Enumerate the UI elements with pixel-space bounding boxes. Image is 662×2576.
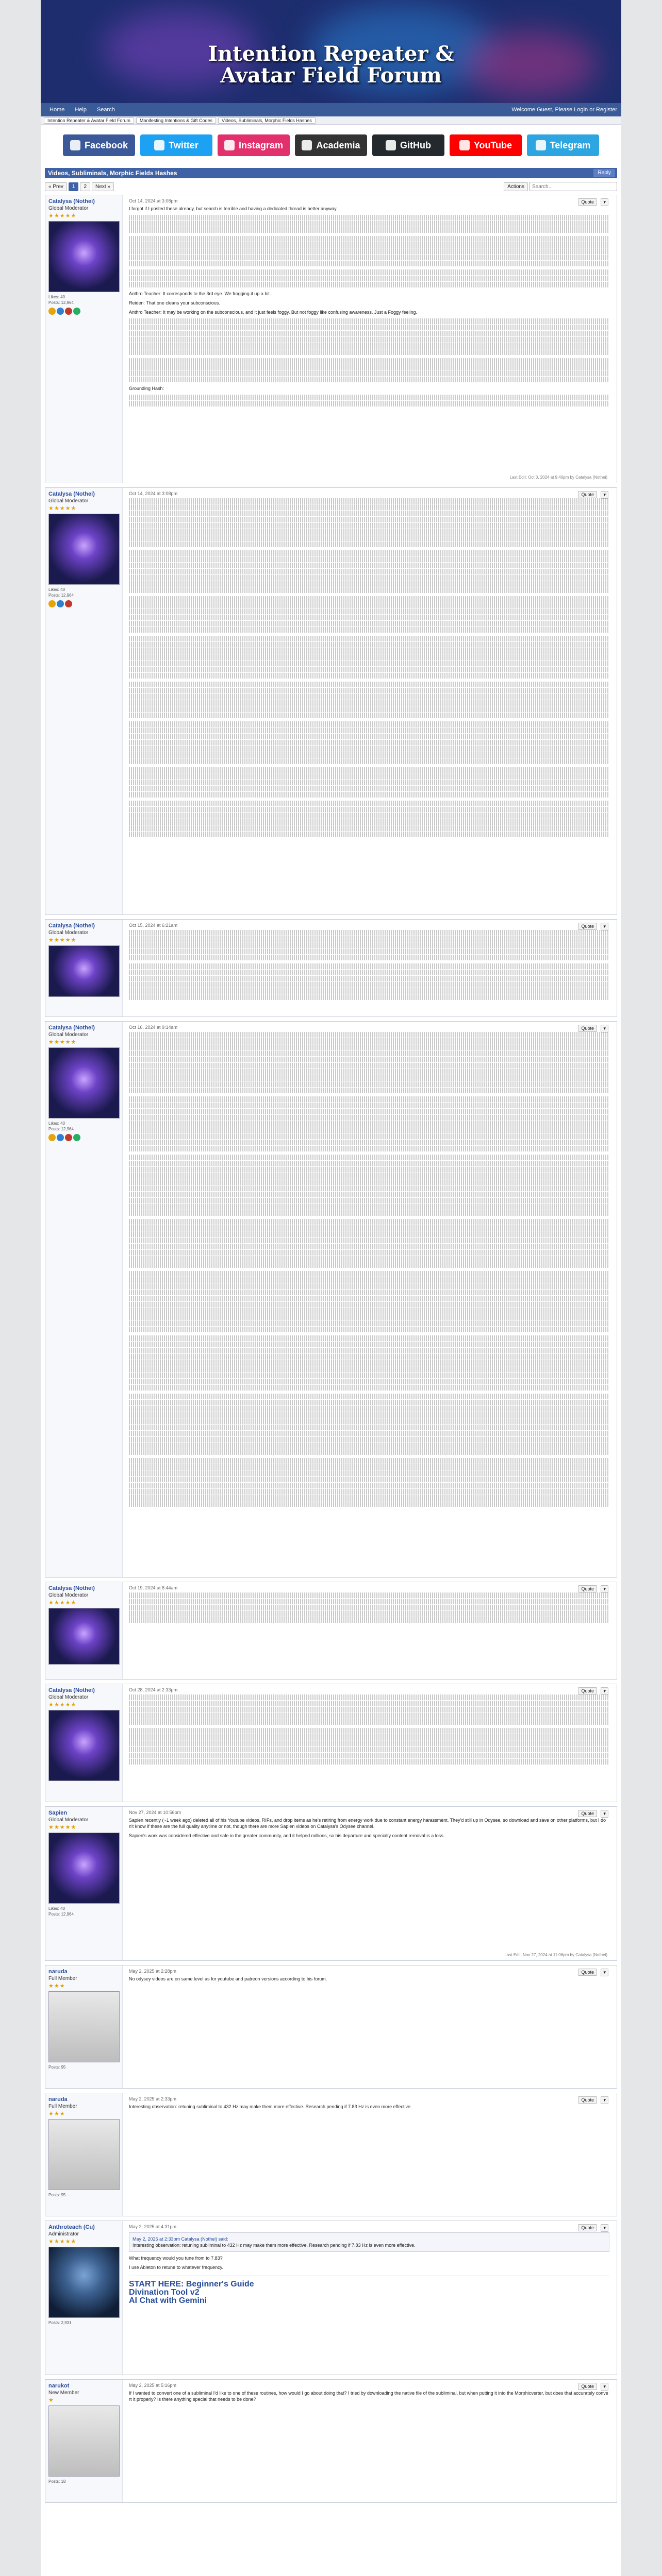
post-menu-icon[interactable]: ▾ — [601, 923, 608, 930]
post-author-panel — [45, 1582, 123, 1679]
rank-stars: ★★★★★ — [48, 1039, 77, 1045]
quote-button[interactable]: Quote — [578, 1687, 597, 1694]
rank-stars: ★★★★★ — [48, 937, 77, 943]
post-date: Oct 16, 2024 at 9:14am — [129, 1025, 178, 1030]
breadcrumb-board[interactable]: Manifesting Intentions & Gift Codes — [136, 117, 216, 124]
academia-button[interactable]: Academia — [295, 134, 367, 156]
edited-note: Last Edit: Nov 27, 2024 at 11:06pm by Catalysa (Nothei) — [504, 1953, 607, 1957]
avatar[interactable] — [48, 1991, 120, 2062]
post-menu-icon[interactable]: ▾ — [601, 1810, 608, 1818]
post-date: May 2, 2025 at 2:33pm — [129, 2096, 177, 2102]
avatar[interactable] — [48, 1710, 120, 1781]
banner-title: Intention Repeater & Avatar Field Forum — [208, 42, 454, 88]
author-role: Global Moderator — [48, 930, 89, 936]
rank-stars: ★★★★★ — [48, 2239, 77, 2245]
author-stats: Likes: 40 Posts: 12,964 — [48, 295, 74, 305]
nav-search[interactable]: Search — [96, 107, 115, 113]
post-text — [129, 1032, 609, 1507]
quote-button[interactable]: Quote — [578, 1810, 597, 1817]
badges — [48, 308, 119, 315]
quote-header[interactable]: May 2, 2025 at 2:33pm Catalysa (Nothei) said: — [133, 2236, 228, 2242]
pagination — [45, 180, 617, 193]
post-body — [127, 195, 611, 483]
post-date: May 2, 2025 at 5:16pm — [129, 2383, 177, 2388]
top-nav — [41, 103, 621, 116]
author-name[interactable]: Catalysa (Nothei) — [48, 1687, 95, 1693]
next-page-button[interactable]: Next » — [92, 182, 114, 191]
post — [45, 487, 617, 915]
author-name[interactable]: naruda — [48, 2096, 68, 2103]
post-body — [127, 920, 611, 1016]
quote-button[interactable]: Quote — [578, 2383, 597, 2390]
post-menu-icon[interactable]: ▾ — [601, 198, 608, 206]
quote-block — [129, 2232, 609, 2252]
quote-button[interactable]: Quote — [578, 491, 597, 498]
avatar[interactable] — [48, 2247, 120, 2318]
post — [45, 2221, 617, 2375]
post-author-panel — [45, 195, 123, 483]
facebook-icon — [70, 140, 80, 150]
post-body — [127, 1807, 611, 1960]
post-text: No odysey videos are on same level as for youtube and patreon versions according to his forum. — [129, 1976, 327, 1981]
post-body — [127, 1684, 611, 1802]
breadcrumb-thread[interactable]: Videos, Subliminals, Morphic Fields Hashes — [218, 117, 316, 124]
quote-button[interactable]: Quote — [578, 2224, 597, 2231]
post-date: May 2, 2025 at 2:28pm — [129, 1969, 177, 1974]
page — [41, 0, 621, 2576]
author-name[interactable]: Catalysa (Nothei) — [48, 923, 95, 929]
author-role: Global Moderator — [48, 1694, 89, 1700]
author-stats: Posts: 2,931 — [48, 2320, 72, 2325]
quote-button[interactable]: Quote — [578, 2096, 597, 2104]
nav-help[interactable]: Help — [75, 107, 87, 113]
post-text: Interesting observation: retuning subliminal to 432 Hz may make them more effective. Research pending if 7.83 Hz is even more effective. — [129, 2104, 412, 2109]
academia-icon — [302, 140, 312, 150]
twitter-button[interactable]: Twitter — [140, 134, 212, 156]
rank-stars: ★★★★★ — [48, 1702, 77, 1708]
author-stats: Likes: 40 Posts: 12,964 — [48, 1121, 74, 1131]
breadcrumb-forum[interactable]: Intention Repeater & Avatar Field Forum — [44, 117, 134, 124]
post-date: May 2, 2025 at 4:31pm — [129, 2224, 177, 2229]
author-role: Full Member — [48, 1976, 77, 1981]
author-stats: Likes: 40 Posts: 12,964 — [48, 1906, 74, 1917]
post-date: Oct 15, 2024 at 6:21am — [129, 923, 178, 928]
post-text: I forgot if I posted these already, but search is terrible and having a dedicated thread is better anyway. Anthro Teacher: It corresponds to the 3rd eye. We frogging it up a bit. Reiden: That one cleans your subconscious. Anthro Teacher: It may be working on the subconscious, and it just feels foggy. But not foggy like confusing awareness. Just a Foggy feeling. Grounding Hash: — [129, 206, 609, 406]
post-author-panel — [45, 488, 123, 914]
avatar[interactable] — [48, 1047, 120, 1118]
telegram-icon — [536, 140, 546, 150]
quote-button[interactable]: Quote — [578, 198, 597, 206]
post-menu-icon[interactable]: ▾ — [601, 1025, 608, 1032]
post-text: May 2, 2025 at 2:33pm Catalysa (Nothei) said: Interesting observation: retuning subliminal to 432 Hz may make them more effective. Research pending if 7.83 Hz is even more effective. What frequency would you tune from to 7.83? I use Ableton to retune to whatever frequency. START HERE: Beginner's Guide Divination Tool v2 AI Chat with Gemini — [129, 2232, 609, 2304]
quote-button[interactable]: Quote — [578, 1585, 597, 1592]
post-author-panel — [45, 1807, 123, 1960]
post — [45, 1021, 617, 1578]
forum-banner[interactable] — [41, 0, 621, 103]
instagram-icon — [224, 140, 235, 150]
youtube-icon — [459, 140, 470, 150]
avatar[interactable] — [48, 2119, 120, 2190]
author-role: Global Moderator — [48, 498, 89, 504]
author-name[interactable]: Catalysa (Nothei) — [48, 1585, 95, 1591]
post-text — [129, 930, 609, 1000]
author-name[interactable]: Sapien — [48, 1810, 68, 1816]
post — [45, 919, 617, 1017]
post-author-panel — [45, 920, 123, 1016]
post-author-panel — [45, 2093, 123, 2216]
post-date: Oct 14, 2024 at 3:08pm — [129, 198, 178, 204]
actions-dropdown[interactable]: Actions — [504, 182, 528, 191]
author-role: Administrator — [48, 2231, 79, 2237]
author-name[interactable]: narukot — [48, 2383, 70, 2389]
post-text: Sapien recently (~1 week ago) deleted all of his Youtube videos, RIFs, and drop items as he's retiring from energy work due to constant energy harassment. They'd still up in Odysee, so download and save on other platforms, but I don't know if these are the full quality anytime or not, though there are more Sapien videos on Catalysa's Odysee channel. Sapien's work was considered effective and safe in the greater community, and it helped millions, so his departure and specialty content removal is a loss. — [129, 1818, 606, 1838]
post-menu-icon[interactable]: ▾ — [601, 491, 608, 499]
post-author-panel — [45, 2380, 123, 2502]
avatar[interactable] — [48, 945, 120, 997]
post-body — [127, 2380, 611, 2502]
telegram-button[interactable]: Telegram — [527, 134, 599, 156]
reply-button[interactable]: Reply — [593, 169, 615, 177]
post-body — [127, 488, 611, 914]
post-author-panel — [45, 1684, 123, 1802]
post — [45, 1582, 617, 1680]
post-menu-icon[interactable]: ▾ — [601, 2096, 608, 2104]
post — [45, 2093, 617, 2216]
post — [45, 1965, 617, 2089]
post-menu-icon[interactable]: ▾ — [601, 1585, 608, 1593]
quote-button[interactable]: Quote — [578, 1025, 597, 1032]
quote-button[interactable]: Quote — [578, 923, 597, 930]
author-name[interactable]: naruda — [48, 1969, 68, 1975]
avatar[interactable] — [48, 221, 120, 292]
thread-title-bar — [45, 168, 617, 178]
author-name[interactable]: Anthroteach (Cu) — [48, 2224, 95, 2230]
rank-stars: ★★★★★ — [48, 1824, 77, 1831]
author-role: Global Moderator — [48, 1592, 89, 1598]
twitter-icon — [154, 140, 164, 150]
author-role: Global Moderator — [48, 1032, 89, 1038]
post-date: Oct 19, 2024 at 8:44am — [129, 1585, 178, 1590]
author-role: Full Member — [48, 2104, 77, 2109]
author-name[interactable]: Catalysa (Nothei) — [48, 198, 95, 205]
avatar[interactable] — [48, 1608, 120, 1665]
badges — [48, 600, 119, 607]
welcome-text[interactable]: Welcome Guest, Please Login or Register — [511, 107, 617, 113]
post-body — [127, 2093, 611, 2216]
post-text: If I wanted to convert one of a subliminal I'd like to one of these routines, how would I go about doing that? I tried by downloading the native file of the subliminal, but when putting it into the Morphicverter, but does that accurately convert it properly? Is there anything special that needs to be done? — [129, 2391, 608, 2402]
github-button[interactable]: GitHub — [372, 134, 444, 156]
post-date: Nov 27, 2024 at 10:56pm — [129, 1810, 181, 1815]
breadcrumb — [41, 116, 621, 125]
avatar[interactable] — [48, 2405, 120, 2477]
post-date: Oct 14, 2024 at 3:08pm — [129, 491, 178, 496]
post-text — [129, 1694, 609, 1765]
youtube-button[interactable]: YouTube — [450, 134, 522, 156]
avatar[interactable] — [48, 1833, 120, 1904]
post — [45, 1684, 617, 1802]
post — [45, 1806, 617, 1961]
page-2-button[interactable]: 2 — [80, 182, 90, 191]
author-role: Global Moderator — [48, 1817, 89, 1823]
page-1-button[interactable]: 1 — [69, 182, 79, 191]
post-menu-icon[interactable]: ▾ — [601, 1687, 608, 1695]
rank-stars: ★★★★★ — [48, 213, 77, 219]
quote-button[interactable]: Quote — [578, 1969, 597, 1976]
post-body — [127, 1582, 611, 1679]
avatar[interactable] — [48, 514, 120, 585]
post-author-panel — [45, 1965, 123, 2088]
post-author-panel — [45, 1022, 123, 1577]
post-menu-icon[interactable]: ▾ — [601, 1969, 608, 1976]
post-body — [127, 1965, 611, 2088]
post-menu-icon[interactable]: ▾ — [601, 2224, 608, 2232]
post — [45, 2379, 617, 2503]
thread-search-input[interactable] — [529, 182, 617, 191]
author-stats: Posts: 95 — [48, 2065, 66, 2070]
rank-stars: ★ — [48, 2397, 54, 2403]
post-body — [127, 1022, 611, 1577]
rank-stars: ★★★ — [48, 1983, 65, 1989]
github-icon — [386, 140, 396, 150]
post — [45, 195, 617, 483]
author-name[interactable]: Catalysa (Nothei) — [48, 1025, 95, 1031]
author-role: New Member — [48, 2390, 79, 2396]
sig-link-ai-chat[interactable]: AI Chat with Gemini — [129, 2296, 207, 2305]
rank-stars: ★★★ — [48, 2111, 65, 2117]
sig-link-divination-tool[interactable]: Divination Tool v2 — [129, 2288, 200, 2297]
author-role: Global Moderator — [48, 206, 89, 211]
post-text — [129, 498, 609, 837]
signature — [129, 2276, 609, 2304]
instagram-button[interactable]: Instagram — [218, 134, 290, 156]
rank-stars: ★★★★★ — [48, 1600, 77, 1606]
post-menu-icon[interactable]: ▾ — [601, 2383, 608, 2391]
rank-stars: ★★★★★ — [48, 505, 77, 512]
nav-home[interactable]: Home — [49, 107, 65, 113]
sig-link-beginners-guide[interactable]: START HERE: Beginner's Guide — [129, 2280, 254, 2289]
post-date: Oct 28, 2024 at 2:33pm — [129, 1687, 178, 1692]
author-name[interactable]: Catalysa (Nothei) — [48, 491, 95, 497]
edited-note: Last Edit: Oct 3, 2024 at 9:40pm by Catalysa (Nothei) — [509, 475, 607, 480]
thread-title: Videos, Subliminals, Morphic Fields Hashes — [48, 170, 177, 177]
post-body — [127, 2221, 611, 2375]
author-stats: Likes: 40 Posts: 12,964 — [48, 587, 74, 598]
prev-page-button[interactable]: « Prev — [45, 182, 67, 191]
quote-text: Interesting observation: retuning subliminal to 432 Hz may make them more effective. Research pending if 7.83 Hz is even more effective. — [133, 2243, 416, 2248]
facebook-button[interactable]: Facebook — [63, 134, 135, 156]
social-buttons — [41, 130, 621, 161]
badges — [48, 1134, 119, 1141]
author-stats: Posts: 18 — [48, 2479, 66, 2484]
author-stats: Posts: 95 — [48, 2193, 66, 2197]
post-author-panel — [45, 2221, 123, 2375]
post-text — [129, 1592, 609, 1623]
